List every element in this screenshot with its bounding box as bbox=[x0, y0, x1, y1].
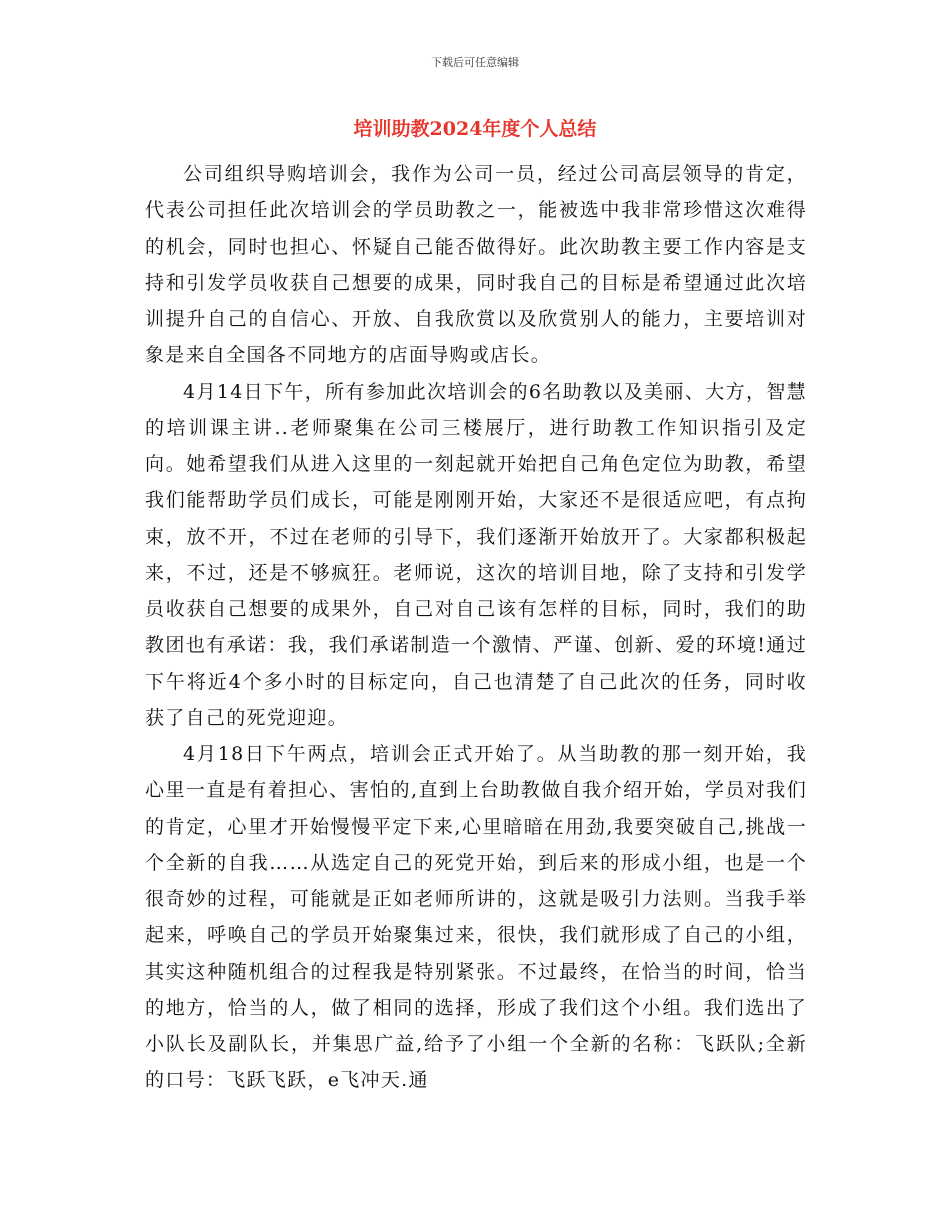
paragraph: 4月14日下午，所有参加此次培训会的6名助教以及美丽、大方，智慧的培训课主讲..老师聚集在公司三楼展厅，进行助教工作知识指引及定向。她希望我们从进入这里的一刻起就开始把自己角色定位为助教，希望我们能帮助学员们成长，可能是刚刚开始，大家还不是很适应吧，有点拘束，放不开，不过在老师的引导下，我们逐渐开始放开了。大家都积极起来，不过，还是不够疯狂。老师说，这次的培训目地，除了支持和引发学员收获自己想要的成果外，自己对自己该有怎样的目标，同时，我们的助教团也有承诺：我，我们承诺制造一个激情、严谨、创新、爱的环境!通过下午将近4个多小时的目标定向，自己也清楚了自己此次的任务，同时收获了自己的死党迎迎。 bbox=[145, 380, 807, 729]
paragraph: 公司组织导购培训会，我作为公司一员，经过公司高层领导的肯定，代表公司担任此次培训会的学员助教之一，能被选中我非常珍惜这次难得的机会，同时也担心、怀疑自己能否做得好。此次助教主要工作内容是支持和引发学员收获自己想要的成果，同时我自己的目标是希望通过此次培训提升自己的自信心、开放、自我欣赏以及欣赏别人的能力，主要培训对象是来自全国各不同地方的店面导购或店长。 bbox=[145, 163, 807, 367]
document-body bbox=[145, 156, 807, 1099]
paragraph: 4月18日下午两点，培训会正式开始了。从当助教的那一刻开始，我心里一直是有着担心、害怕的,直到上台助教做自我介绍开始，学员对我们的肯定，心里才开始慢慢平定下来,心里暗暗在用劲,我要突破自己,挑战一个全新的自我……从选定自己的死党开始，到后来的形成小组，也是一个很奇妙的过程，可能就是正如老师所讲的，这就是吸引力法则。当我手举起来，呼唤自己的学员开始聚集过来，很快，我们就形成了自己的小组，其实这种随机组合的过程我是特别紧张。不过最终，在恰当的时间，恰当的地方，恰当的人，做了相同的选择，形成了我们这个小组。我们选出了小队长及副队长，并集思广益,给予了小组一个全新的名称：飞跃队;全新的口号：飞跃飞跃，e飞冲天.通 bbox=[145, 743, 807, 1092]
document-title: 培训助教2024年度个人总结 bbox=[353, 118, 597, 140]
header-note: 下载后可任意编辑 bbox=[431, 56, 519, 69]
